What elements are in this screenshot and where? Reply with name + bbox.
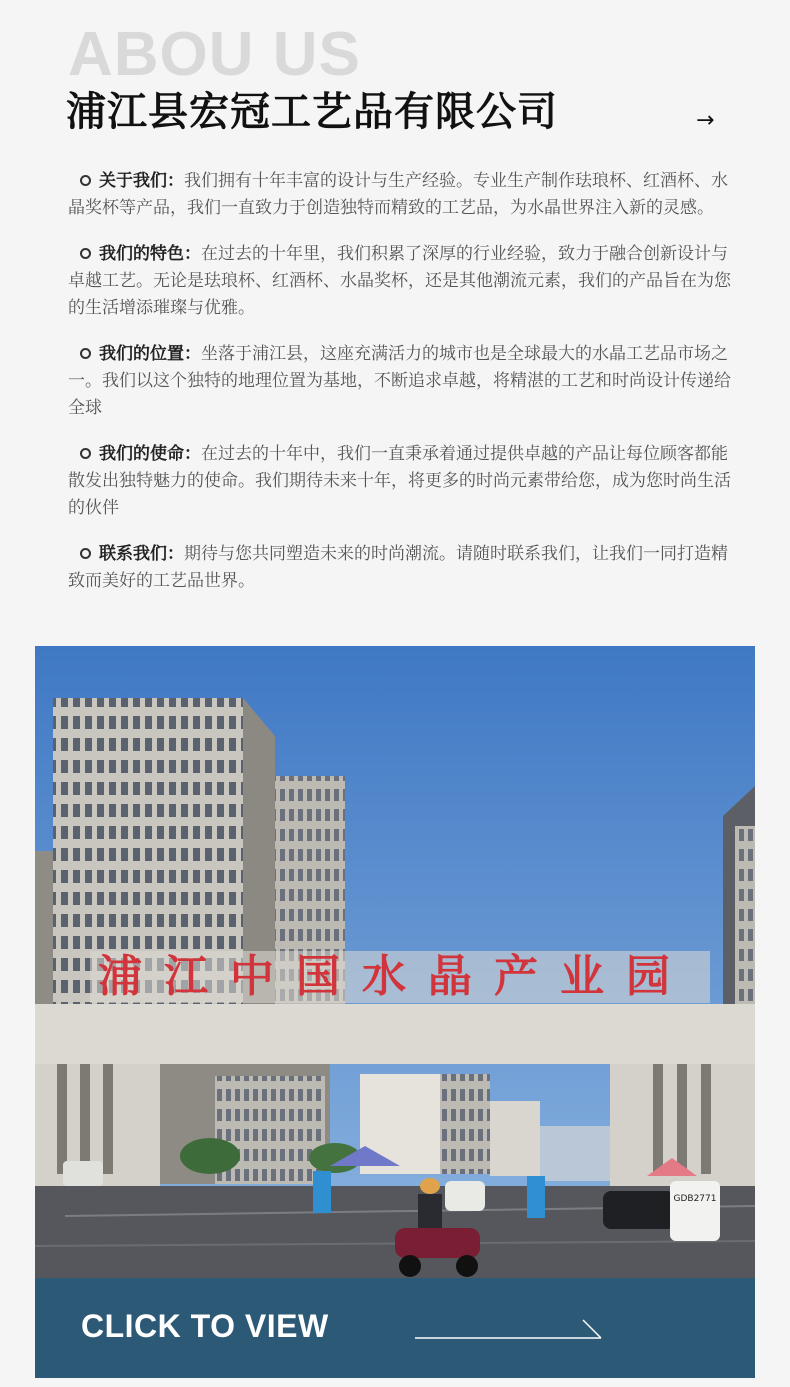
section-features <box>68 241 736 322</box>
circle-bullet-icon <box>80 548 91 559</box>
long-arrow-right-icon <box>415 1316 605 1340</box>
arrow-right-icon[interactable]: → <box>696 108 715 133</box>
section-contact <box>68 541 736 595</box>
section-text: 在过去的十年中，我们一直秉承着通过提供卓越的产品让每位顾客都能散发出独特魅力的使命。我们期待未来十年，将更多的时尚元素带给您，成为您时尚生活的伙伴 <box>68 444 731 518</box>
about-us-background-title: ABOU US <box>68 20 361 89</box>
section-text: 期待与您共同塑造未来的时尚潮流。请随时联系我们，让我们一同打造精致而美好的工艺品世界。 <box>68 544 728 591</box>
section-title: 我们的使命： <box>99 444 201 464</box>
click-to-view-button[interactable] <box>35 1278 755 1378</box>
section-about-us <box>68 168 736 222</box>
industrial-park-photo <box>35 646 755 1278</box>
section-text: 坐落于浦江县，这座充满活力的城市也是全球最大的水晶工艺品市场之一。我们以这个独特的地理位置为基地，不断追求卓越，将精湛的工艺和时尚设计传递给全球 <box>68 344 731 418</box>
park-sign-text: 浦江中国水晶产业园 <box>98 951 692 1002</box>
circle-bullet-icon <box>80 248 91 259</box>
company-name-heading: 浦江县宏冠工艺品有限公司 <box>66 89 558 135</box>
circle-bullet-icon <box>80 348 91 359</box>
section-mission <box>68 441 736 522</box>
license-plate: GDB2771 <box>673 1194 717 1204</box>
circle-bullet-icon <box>80 448 91 459</box>
about-sections <box>68 168 736 614</box>
section-title: 关于我们： <box>99 171 184 191</box>
section-title: 我们的位置： <box>99 344 201 364</box>
circle-bullet-icon <box>80 175 91 186</box>
section-title: 联系我们： <box>99 544 184 564</box>
section-title: 我们的特色： <box>99 244 201 264</box>
section-location <box>68 341 736 422</box>
section-text: 我们拥有十年丰富的设计与生产经验。专业生产制作珐琅杯、红酒杯、水晶奖杯等产品，我们一直致力于创造独特而精致的工艺品，为水晶世界注入新的灵感。 <box>68 171 728 218</box>
section-text: 在过去的十年里，我们积累了深厚的行业经验，致力于融合创新设计与卓越工艺。无论是珐琅杯、红酒杯、水晶奖杯，还是其他潮流元素，我们的产品旨在为您的生活增添璀璨与优雅。 <box>68 244 731 318</box>
click-to-view-label: CLICK TO VIEW <box>81 1308 329 1344</box>
